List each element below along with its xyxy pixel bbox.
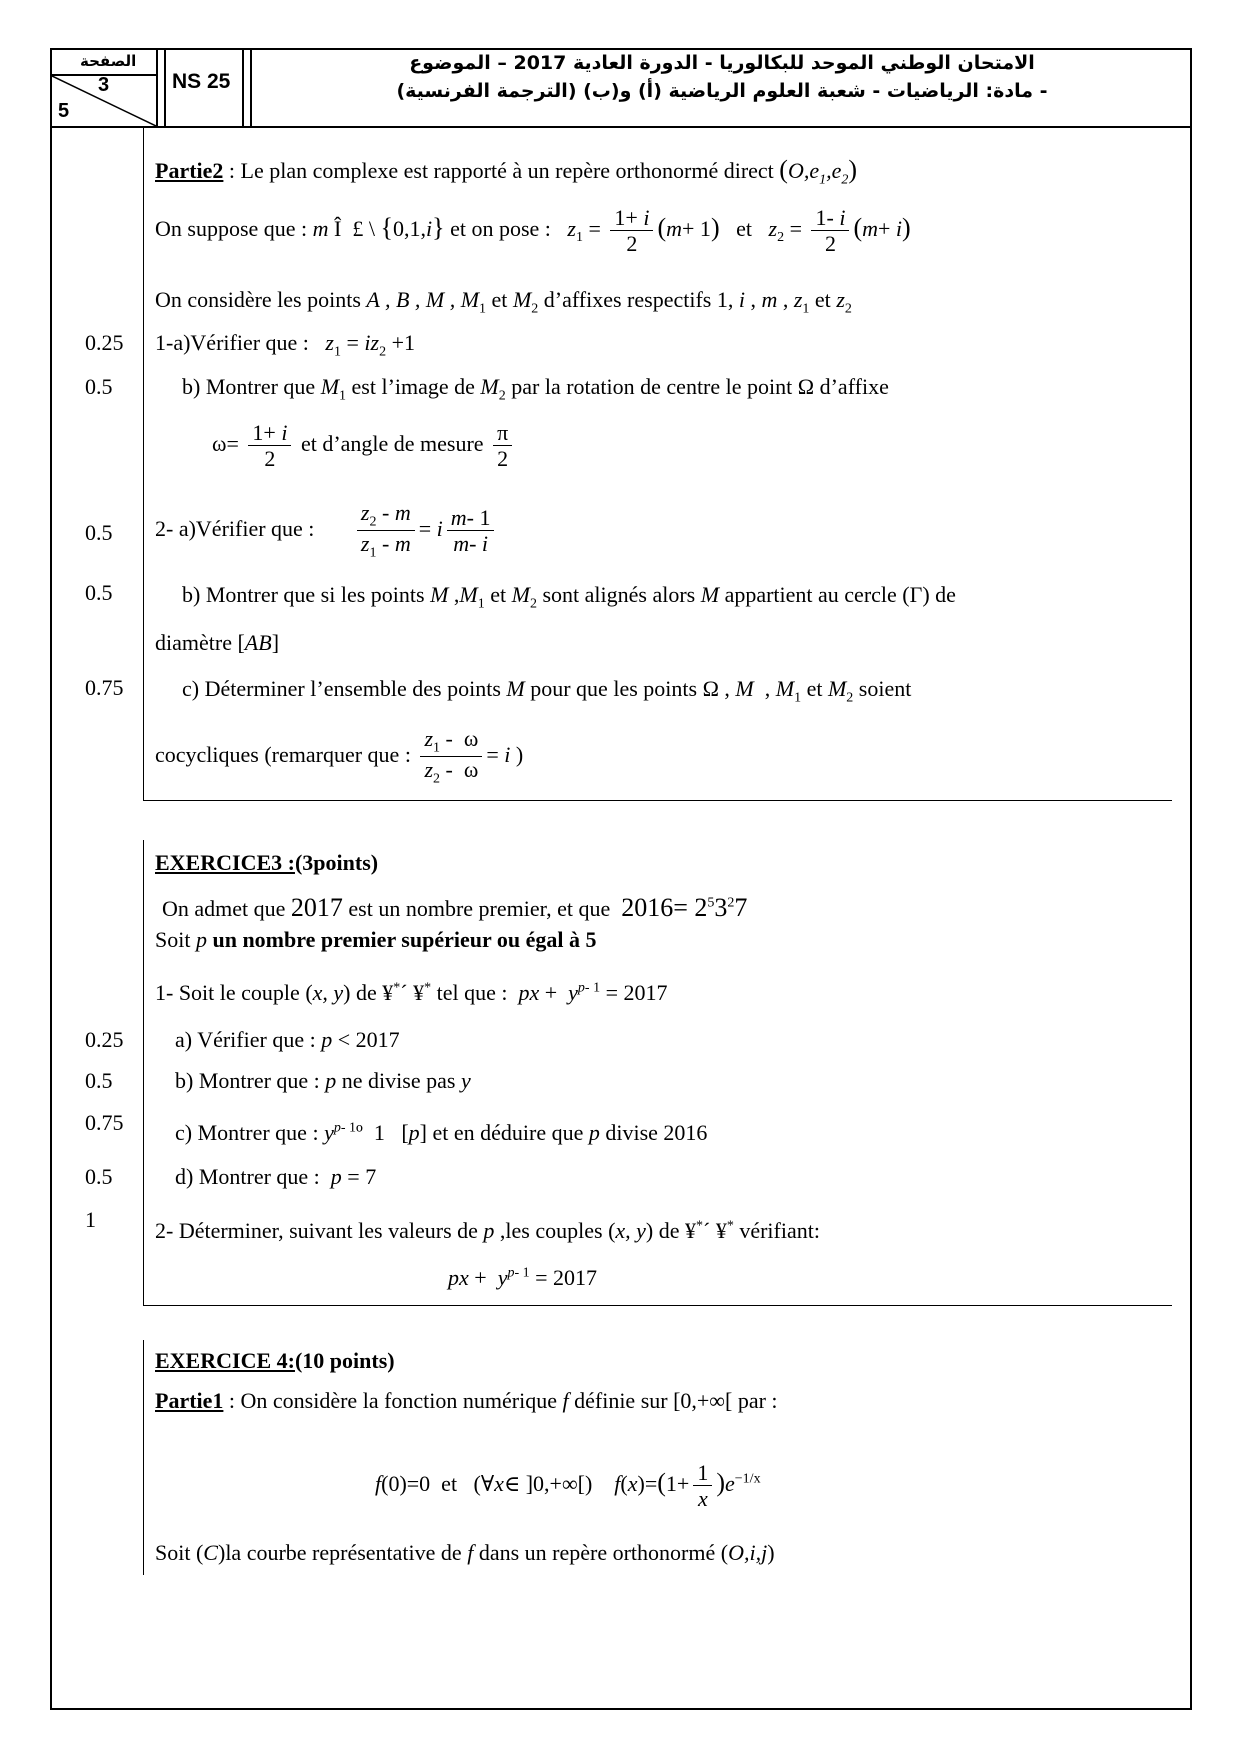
question-1b-omega: ω= $\frac{1+ i}{2}$ et d’angle de mesure $\frac{\pi}{2}$ (212, 420, 516, 472)
exam-title-line2: - مادة: الرياضيات - شعبة العلوم الرياضية (أ) و(ب) (الترجمة الفرنسية) (396, 80, 1048, 102)
ex3-equation: px + $y^{p- 1} = 2017$ (448, 1265, 598, 1290)
page-number-box (50, 48, 158, 128)
partie2-suppose: On suppose que : m Î £ \ {0,1,i} et on pose : $z_1$ = $\frac{1+ i}{2}$ (m+ 1) et $z_2$ = $\frac{1- i}{2}$ (m+ i) (155, 205, 911, 257)
score-ex3-c: 0.75 (85, 1110, 124, 1135)
partie2-intro: Partie2 : Le plan complexe est rapporté à un repère orthonormé direct $(O,e_1,e_2)$ (155, 155, 858, 188)
ex3-title: EXERCICE3 :(3points) (155, 850, 379, 875)
question-2c-cont: cocycliques (remarquer que : $\frac{z_1 - \omega}{z_2 - \omega}$ = i ) (155, 726, 524, 787)
page-number: 3 (98, 74, 110, 96)
ex3-qc: c) Montrer que : $y^{p- 1}º$ 1 [p] et en déduire que p divise 2016 (175, 1120, 708, 1145)
page-label: الصفحة (80, 52, 137, 70)
score-1b: 0.5 (85, 374, 113, 399)
ex3-line2: Soit p un nombre premier supérieur ou égal à 5 (155, 927, 597, 952)
score-2a: 0.5 (85, 520, 113, 545)
question-2b-cont: diamètre [AB] (155, 630, 280, 655)
question-2c: c) Déterminer l’ensemble des points M pour que les points Ω , M , $M_1$ et $M_2$ soient (182, 676, 912, 706)
page-total: 5 (58, 100, 70, 122)
question-1b: b) Montrer que $M_1$ est l’image de $M_2$ par la rotation de centre le point Ω d’affixe (182, 374, 889, 404)
score-ex3-2: 1 (85, 1207, 96, 1232)
score-1a: 0.25 (85, 330, 124, 355)
ex3-qd: d) Montrer que : p = 7 (175, 1164, 377, 1189)
partie2-points: On considère les points A , B , M , $M_1$ et $M_2$ d’affixes respectifs 1, i , m , $z_1$ et $z_2$ (155, 287, 852, 317)
question-2a: 2- a)Vérifier que : $\frac{z_2 - m}{z_1 - m}$ = i $\frac{m- 1}{m- i}$ (155, 500, 498, 562)
score-ex3-a: 0.25 (85, 1027, 124, 1052)
question-2b: b) Montrer que si les points M $,M_1$ et $M_2$ sont alignés alors M appartient au cercle (Γ) de (182, 582, 956, 612)
exam-title (250, 48, 1192, 128)
ex3-line1: On admet que 2017 est un nombre premier, et que $2016= 2^53^27$ (162, 893, 748, 922)
score-2c: 0.75 (85, 675, 124, 700)
exam-title-line1: الامتحان الوطني الموحد للبكالوريا - الدورة العادية 2017 – الموضوع (409, 52, 1035, 74)
ex3-q2: 2- Déterminer, suivant les valeurs de p ,les couples (x, y) de ¥*´ ¥* vérifiant: (155, 1218, 820, 1243)
ex3-qa: a) Vérifier que : p < 2017 (175, 1027, 400, 1052)
exam-header (50, 48, 1192, 128)
score-2b: 0.5 (85, 580, 113, 605)
exam-code: NS 25 (172, 70, 231, 93)
ex4-title: EXERCICE 4:(10 points) (155, 1348, 395, 1373)
ex4-definition: f(0)=0 et (∀x∈ ]0,+∞[) f(x)=(1+ $\frac{1}{x}$ )$e^{-1/x}$ (375, 1460, 761, 1512)
ex3-qb: b) Montrer que : p ne divise pas y (175, 1068, 471, 1093)
question-1a: 1-a)Vérifier que : $z_1 = iz_2 +1$ (155, 330, 416, 360)
ex3-q1: 1- Soit le couple (x, y) de ¥*´ ¥* tel que : px + $y^{p- 1} = 2017$ (155, 980, 668, 1005)
score-ex3-d: 0.5 (85, 1164, 113, 1189)
score-ex3-b: 0.5 (85, 1068, 113, 1093)
partie2-title: Partie2 (155, 158, 224, 183)
ex4-curve: Soit (C)la courbe représentative de f dans un repère orthonormé (O,i,j) (155, 1540, 775, 1565)
ex4-partie1: Partie1 : On considère la fonction numérique f définie sur [0,+∞[ par : (155, 1388, 778, 1413)
exam-code-box (164, 48, 244, 128)
